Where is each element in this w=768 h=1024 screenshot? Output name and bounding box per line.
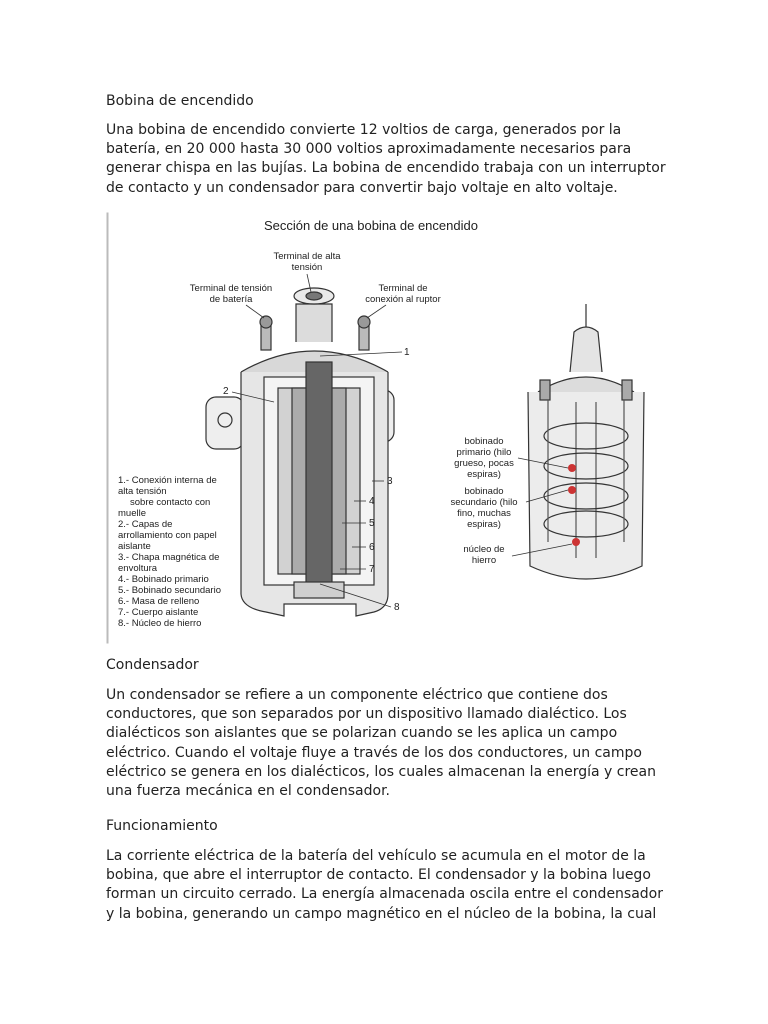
svg-text:bobinado: bobinado <box>464 436 504 447</box>
text-line: eléctrico. Cuando el voltaje fluye a través de los dos conductores, un campo <box>106 744 642 761</box>
heading-bobina: Bobina de encendido <box>106 93 254 109</box>
text-line: dialécticos son aislantes que se polarizan cuando se les aplica un campo <box>106 725 618 742</box>
svg-text:3.- Chapa magnética de: 3.- Chapa magnética de <box>118 552 220 563</box>
callout-conexion-ruptor <box>365 283 441 318</box>
heading-funcionamiento: Funcionamiento <box>106 818 218 834</box>
text-line: eléctrico se genera en los dialécticos, los cuales almacenan la energía y crean <box>106 763 656 780</box>
svg-text:1.- Conexión interna de: 1.- Conexión interna de <box>118 475 217 486</box>
part-number: 8 <box>394 602 400 613</box>
svg-text:espiras): espiras) <box>467 519 501 530</box>
text-line: de contacto y un condensador para convertir bajo voltaje en alto voltaje. <box>106 179 618 196</box>
part-number: 7 <box>369 564 375 575</box>
svg-text:alta tensión: alta tensión <box>118 486 167 497</box>
callout-alta-tension <box>273 251 341 292</box>
heading-condensador: Condensador <box>106 657 199 673</box>
text-line: La corriente eléctrica de la batería del vehículo se acumula en el motor de la <box>106 848 646 864</box>
coil-exterior-drawing <box>528 304 644 579</box>
svg-text:2.- Capas de: 2.- Capas de <box>118 519 173 530</box>
part-number: 4 <box>369 496 375 507</box>
text-line: batería, en 20 000 hasta 30 000 voltios aproximadamente necesarios para <box>106 141 632 158</box>
svg-text:tensión: tensión <box>291 262 323 273</box>
svg-text:hierro: hierro <box>471 555 497 566</box>
svg-text:bobinado: bobinado <box>464 486 504 497</box>
text-line: bobina, que abre el interruptor de contacto. El condensador y la bobina luego <box>106 867 651 884</box>
svg-text:secundario (hilo: secundario (hilo <box>450 497 518 508</box>
svg-text:grueso, pocas: grueso, pocas <box>454 458 514 469</box>
part-number: 2 <box>223 386 229 397</box>
svg-text:muelle: muelle <box>118 508 146 519</box>
text-line: generar chispa en las bujías. La bobina de encendido trabaja con un interruptor <box>106 160 666 177</box>
callout-tension-bateria <box>190 283 272 318</box>
svg-text:primario (hilo: primario (hilo <box>456 447 512 458</box>
svg-text:Terminal de: Terminal de <box>378 283 428 294</box>
svg-text:conexión al ruptor: conexión al ruptor <box>365 294 441 305</box>
svg-text:espiras): espiras) <box>467 469 501 480</box>
svg-text:5.- Bobinado secundario: 5.- Bobinado secundario <box>118 585 221 596</box>
text-line: conductores, que son separados por un dispositivo llamado dialéctico. Los <box>106 706 627 723</box>
part-number: 6 <box>369 542 375 553</box>
svg-text:7.- Cuerpo aislante: 7.- Cuerpo aislante <box>118 607 199 618</box>
svg-text:sobre contacto con: sobre contacto con <box>130 497 211 508</box>
text-line: una fuerza mecánica en el condensador. <box>106 783 390 800</box>
svg-text:Terminal de tensión: Terminal de tensión <box>189 283 273 294</box>
text-line: y la bobina, generando un campo magnético en el núcleo de la bobina, la cual <box>106 905 657 922</box>
svg-text:6.- Masa de relleno: 6.- Masa de relleno <box>118 596 200 607</box>
text-line: forman un circuito cerrado. La energía almacenada oscila entre el condensador <box>106 886 664 903</box>
svg-text:Terminal de alta: Terminal de alta <box>273 251 341 262</box>
svg-text:4.- Bobinado primario: 4.- Bobinado primario <box>118 574 209 585</box>
svg-text:envoltura: envoltura <box>118 563 158 574</box>
text-line: Una bobina de encendido convierte 12 voltios de carga, generados por la <box>106 122 622 138</box>
svg-text:8.- Núcleo de hierro: 8.- Núcleo de hierro <box>118 618 202 629</box>
parts-legend <box>118 475 221 629</box>
paragraph-condensador <box>106 686 666 801</box>
svg-text:de batería: de batería <box>209 294 253 305</box>
paragraph-bobina <box>106 121 666 198</box>
svg-text:fino, muchas: fino, muchas <box>457 508 511 519</box>
figure-title: Sección de una bobina de encendido <box>264 218 478 233</box>
ignition-coil-diagram <box>106 212 658 644</box>
part-number: 1 <box>404 347 410 358</box>
paragraph-funcionamiento <box>106 847 666 924</box>
ignition-coil-figure <box>106 212 658 644</box>
svg-text:arrollamiento con papel: arrollamiento con papel <box>118 530 217 541</box>
svg-text:núcleo de: núcleo de <box>463 544 505 555</box>
part-number: 5 <box>369 518 375 529</box>
text-line: Un condensador se refiere a un componente eléctrico que contiene dos <box>106 687 608 703</box>
svg-text:aislante: aislante <box>118 541 151 552</box>
part-number: 3 <box>387 476 393 487</box>
coil-cutaway-drawing <box>206 288 394 616</box>
